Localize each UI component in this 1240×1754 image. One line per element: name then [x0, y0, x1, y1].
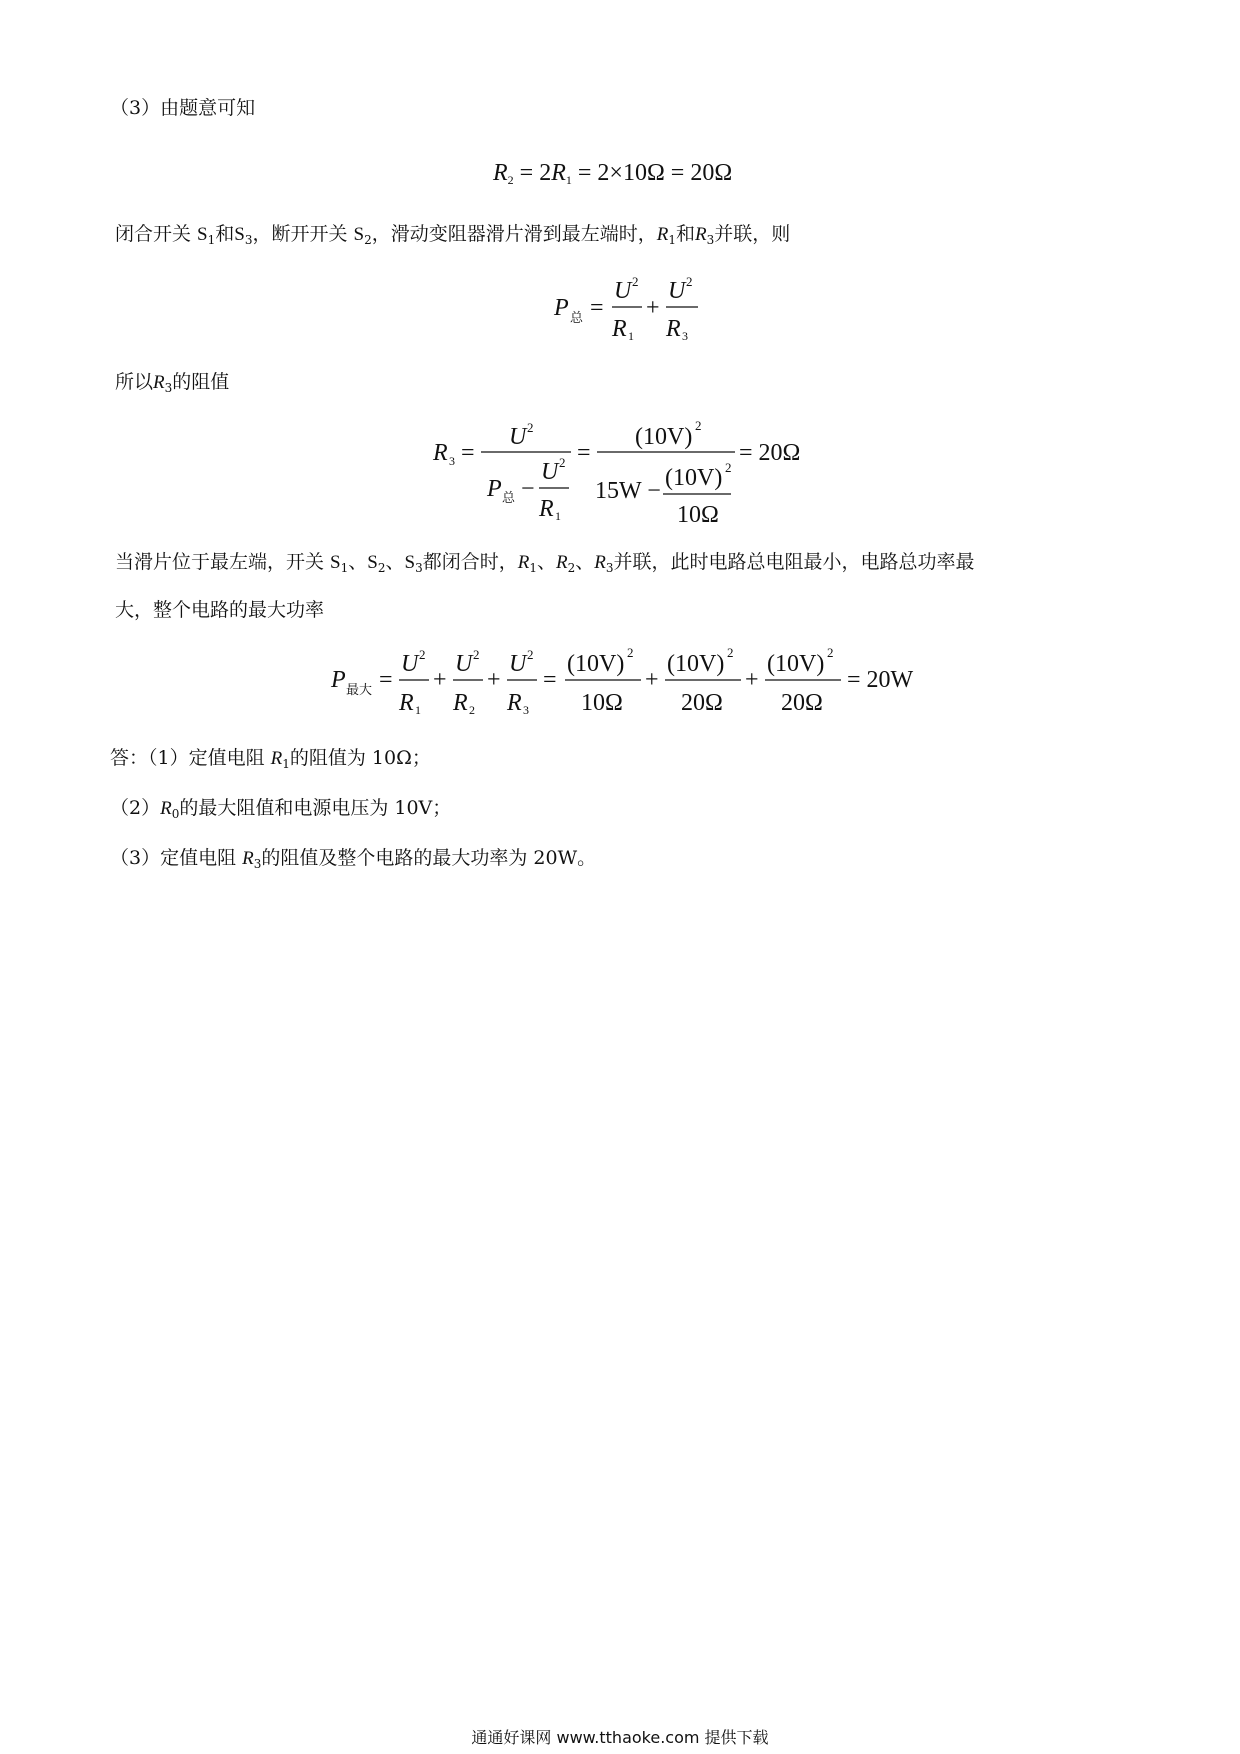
- svg-text:2: 2: [473, 647, 480, 662]
- svg-text:2: 2: [469, 703, 475, 717]
- svg-text:2: 2: [419, 647, 426, 662]
- svg-text:=: =: [379, 667, 393, 693]
- so-r3-text: 所以$R_3$的阻值: [115, 371, 230, 395]
- equation-r3: [425, 408, 825, 533]
- svg-text:2: 2: [632, 274, 639, 289]
- svg-text:= 20Ω: = 20Ω: [739, 440, 801, 466]
- slider-leftmost-text: 当滑片位于最左端，开关 $S_1$、$S_2$、$S_3$都闭合时，$R_1$、$R_2$、$R_3$并联，此时电路总电阻最小，电路总功率最: [115, 551, 975, 575]
- svg-text:最大: 最大: [346, 683, 373, 698]
- svg-text:U: U: [668, 278, 686, 304]
- svg-text:R: R: [399, 690, 414, 716]
- svg-text:=: =: [461, 440, 475, 466]
- svg-text:2: 2: [627, 645, 634, 660]
- svg-text:= 20W: = 20W: [847, 667, 914, 693]
- answer-2: $(2)R_0$的最大阻值和电源电压为 10V；: [110, 797, 452, 821]
- svg-text:−: −: [521, 476, 535, 502]
- svg-text:2: 2: [686, 274, 693, 289]
- footer-credit: 通通好课网 www.tthaoke.com 提供下载: [471, 1728, 769, 1747]
- svg-text:10Ω: 10Ω: [581, 690, 623, 716]
- svg-text:=: =: [543, 667, 557, 693]
- svg-text:(10V): (10V): [667, 651, 725, 677]
- svg-text:R: R: [539, 496, 554, 522]
- svg-text:2: 2: [695, 418, 702, 433]
- svg-text:+: +: [433, 667, 447, 693]
- svg-text:P: P: [487, 476, 502, 502]
- svg-text:R: R: [453, 690, 468, 716]
- svg-text:1: 1: [415, 703, 421, 717]
- part3-intro: （3）由题意可知: [110, 97, 256, 119]
- svg-text:2: 2: [725, 460, 732, 475]
- svg-text:1: 1: [628, 329, 634, 343]
- svg-text:P: P: [331, 667, 346, 693]
- svg-text:10Ω: 10Ω: [677, 502, 719, 528]
- svg-text:2: 2: [527, 647, 534, 662]
- svg-text:U: U: [541, 459, 559, 485]
- svg-text:P: P: [554, 295, 569, 321]
- svg-text:15W −: 15W −: [595, 478, 661, 504]
- svg-text:(10V): (10V): [567, 651, 625, 677]
- svg-text:2: 2: [559, 455, 566, 470]
- svg-text:2: 2: [827, 645, 834, 660]
- svg-text:20Ω: 20Ω: [681, 690, 723, 716]
- switch-description: 闭合开关 $S_1$和$S_3$，断开开关 $S_2$，滑动变阻器滑片滑到最左端时，$R_1$和$R_3$并联，则: [115, 223, 791, 247]
- svg-text:U: U: [614, 278, 632, 304]
- svg-text:U: U: [401, 651, 419, 677]
- svg-text:3: 3: [682, 329, 688, 343]
- svg-text:总: 总: [570, 311, 584, 326]
- svg-text:(10V): (10V): [767, 651, 825, 677]
- svg-text:U: U: [509, 651, 527, 677]
- svg-text:R: R: [666, 316, 681, 342]
- svg-text:总: 总: [502, 491, 516, 506]
- svg-text:+: +: [745, 667, 759, 693]
- max-power-text: 大，整个电路的最大功率: [115, 599, 325, 621]
- svg-text:R: R: [507, 690, 522, 716]
- svg-text:(10V): (10V): [665, 465, 723, 491]
- equation-p-max: [325, 640, 945, 730]
- svg-text:U: U: [455, 651, 473, 677]
- svg-text:2: 2: [527, 420, 534, 435]
- svg-text:3: 3: [449, 454, 455, 468]
- svg-text:R: R: [433, 440, 448, 466]
- svg-text:=: =: [590, 295, 604, 321]
- svg-text:20Ω: 20Ω: [781, 690, 823, 716]
- svg-text:+: +: [645, 667, 659, 693]
- svg-text:+: +: [487, 667, 501, 693]
- svg-text:+: +: [646, 295, 660, 321]
- svg-text:1: 1: [555, 509, 561, 523]
- svg-text:=: =: [577, 440, 591, 466]
- svg-text:U: U: [509, 424, 527, 450]
- equation-r2: $R_2 = 2R_1 = 2\times 10\Omega = 20\Omega$: [493, 160, 733, 187]
- svg-text:R: R: [612, 316, 627, 342]
- equation-p-total: [540, 268, 720, 343]
- svg-text:(10V): (10V): [635, 424, 693, 450]
- answer-3: （3）定值电阻 $R_3$的阻值及整个电路的最大功率为 20W。: [110, 847, 597, 871]
- answer-1: 答：（1）定值电阻 $R_1$的阻值为 10Ω；: [110, 747, 431, 771]
- svg-text:2: 2: [727, 645, 734, 660]
- svg-text:3: 3: [523, 703, 529, 717]
